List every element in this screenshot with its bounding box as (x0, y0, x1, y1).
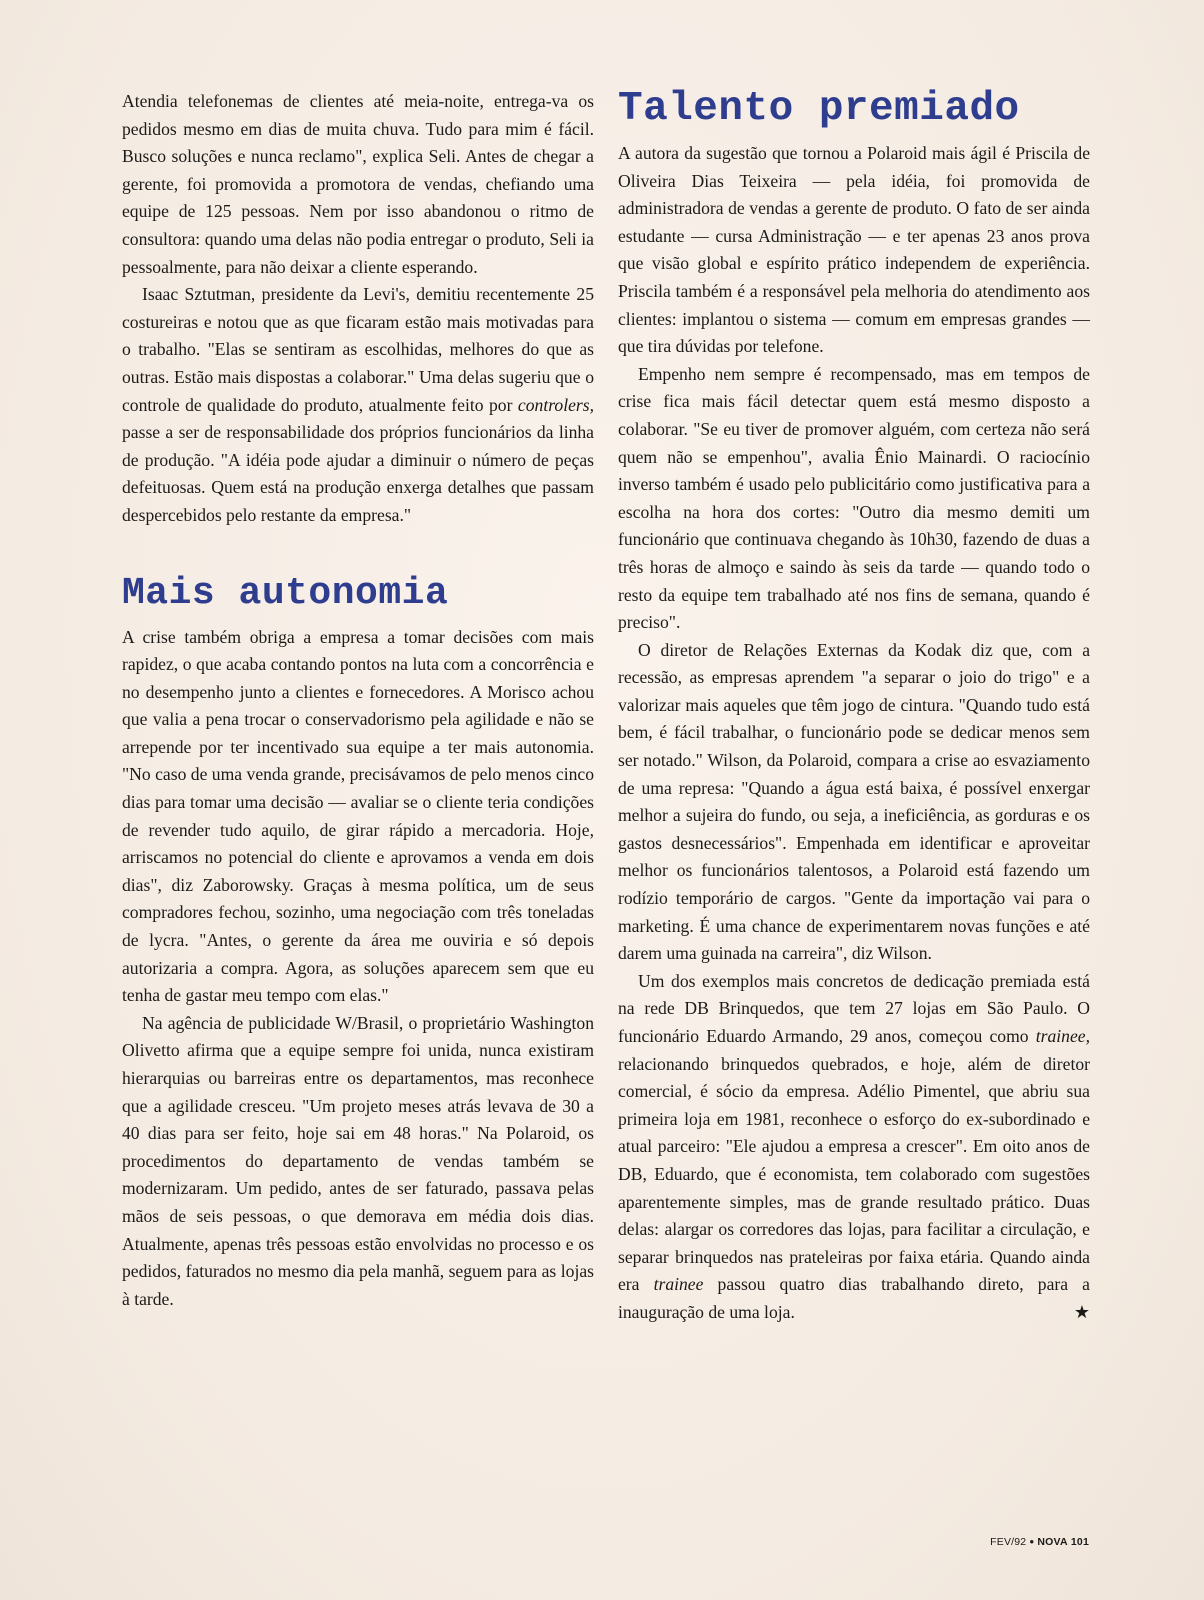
paragraph-text: Isaac Sztutman, presidente da Levi's, demitiu recentemente 25 costureiras e notou que as que ficaram estão mais motivadas para o trabalho. "Elas se sentiram as escolhidas, melhores do que as outras. Estão mais dispostas a colaborar." Uma delas sugeriu que o controle de qualidade do produto, atualmente feito por (122, 284, 594, 415)
italic-term: controlers, (517, 394, 594, 415)
paragraph-text: passe a ser de responsabilidade dos próprios funcionários da linha de produção. "A idéia pode ajudar a diminuir o número de peças defeituosas. Quem está na produção enxerga detalhes que passam despercebidos pelo restante da empresa." (122, 422, 594, 525)
page-footer (990, 1536, 1089, 1548)
left-column (122, 88, 594, 1313)
magazine-name: NOVA (1037, 1536, 1068, 1548)
end-star-icon: ★ (1073, 1301, 1090, 1323)
paragraph-db-brinquedos (618, 968, 1090, 1327)
issue-date: FEV/92 (990, 1536, 1027, 1548)
paragraph-morisco: A crise também obriga a empresa a tomar decisões com mais rapidez, o que acaba contando pontos na luta com a concorrência e no desempenho junto a clientes e fornecedores. A Morisco achou que valia a pena trocar o conservadorismo pela agilidade e não se arrepende por ter incentivado sua equipe a ter mais autonomia. "No caso de uma venda grande, precisávamos de pelo menos cinco dias para tomar uma decisão — avaliar se o cliente teria condições de revender tudo aquilo, de girar rápido a mercadoria. Hoje, arriscamos no potencial do cliente e aprovamos a venda em dois dias", diz Zaborowsky. Graças à mesma política, um de seus compradores fechou, sozinho, uma negociação com três toneladas de lycra. "Antes, o gerente da área me ouviria e só depois autorizaria a compra. Agora, as soluções aparecem sem que eu tenha de gastar meu tempo com elas." (122, 626, 594, 1006)
italic-term: trainee, (1035, 1026, 1090, 1046)
right-column (618, 88, 1090, 1327)
paragraph-priscila: A autora da sugestão que tornou a Polaroid mais ágil é Priscila de Oliveira Dias Teixeira — pela idéia, foi promovida de administradora de vendas a gerente de produto. O fato de ser ainda estudante — cursa Administração — e ter apenas 23 anos prova que visão global e espírito prático independem de experiência. Priscila também é a responsável pela melhoria do atendimento aos clientes: implantou o sistema — comum em empresas grandes — que tira dúvidas por telefone. (618, 143, 1090, 357)
bullet-separator-icon: ● (1029, 1537, 1035, 1546)
paragraph-text: relacionando brinquedos quebrados, e hoje, além de diretor comercial, é sócio da empresa. Adélio Pimentel, que abriu sua primeira loja em 1981, reconhece o esforço do ex-subordinado e atual parceiro: "Ele ajudou a empresa a crescer". Em oito anos de DB, Eduardo, que é economista, tem colaborado com sugestões aparentemente simples, mas de grande resultado prático. Duas delas: alargar os corredores das lojas, para facilitar a circulação, e separar brinquedos nas prateleiras por faixa etária. Quando ainda era (618, 1053, 1090, 1295)
section-heading-mais-autonomia: Mais autonomia (122, 571, 449, 615)
italic-term: trainee (653, 1274, 704, 1295)
section-heading-talento-premiado: Talento premiado (618, 86, 1020, 132)
page-number: 101 (1070, 1536, 1089, 1548)
paragraph-text: Um dos exemplos mais concretos de dedicação premiada está na rede DB Brinquedos, que tem 27 lojas em São Paulo. O funcionário Eduardo Armando, 29 anos, começou como (618, 970, 1090, 1046)
paragraph-kodak: O diretor de Relações Externas da Kodak diz que, com a recessão, as empresas aprendem "a separar o joio do trigo" e a valorizar mais aqueles que têm jogo de cintura. "Quando tudo está bem, é fácil trabalhar, o funcionário pode se dedicar menos sem ser notado." Wilson, da Polaroid, compara a crise ao esvaziamento de uma represa: "Quando a água está baixa, é possível enxergar melhor a sujeira do fundo, ou seja, a ineficiência, as gorduras e os gastos desnecessários". Empenhada em identificar e aproveitar melhor os funcionários talentosos, a Polaroid está fazendo um rodízio temporário de cargos. "Gente da importação vai para o marketing. É uma chance de experimentarem novas funções e até darem uma guinada na carreira", diz Wilson. (618, 639, 1090, 964)
paragraph-levis (122, 281, 594, 529)
paragraph-seli: Atendia telefonemas de clientes até meia-noite, entrega-va os pedidos mesmo em dias de muita chuva. Tudo para mim é fácil. Busco soluções e nunca reclamo", explica Seli. Antes de chegar a gerente, foi promovida a promotora de vendas, chefiando uma equipe de 125 pessoas. Nem por isso abandonou o ritmo de consultora: quando uma delas não podia entregar o produto, Seli ia pessoalmente, para não deixar a cliente esperando. (122, 91, 594, 277)
paragraph-text: passou quatro dias trabalhando direto, para a inauguração de uma loja. (618, 1274, 1090, 1322)
paragraph-wbrasil: Na agência de publicidade W/Brasil, o proprietário Washington Olivetto afirma que a equipe sempre foi unida, nunca existiram hierarquias ou barreiras entre os departamentos, mas reconhece que a agilidade cresceu. "Um projeto meses atrás levava de 30 a 40 dias para ser feito, hoje sai em 48 horas." Na Polaroid, os procedimentos do departamento de vendas também se modernizaram. Um pedido, antes de ser faturado, passava pelas mãos de seis pessoas, o que demorava em média dois dias. Atualmente, apenas três pessoas estão envolvidas no processo e os pedidos, faturados no mesmo dia pela manhã, seguem para as lojas à tarde. (122, 1012, 594, 1309)
paragraph-empenho: Empenho nem sempre é recompensado, mas em tempos de crise fica mais fácil detectar quem está mesmo disposto a colaborar. "Se eu tiver de promover alguém, com certeza não será quem não se empenhou", avalia Ênio Mainardi. O raciocínio inverso também é usado pelo publicitário como justificativa para a escolha na hora dos cortes: "Outro dia mesmo demiti um funcionário que continuava chegando às 10h30, fazendo de duas a três horas de almoço e saindo às seis da tarde — quando todo o resto da equipe tem trabalhado até nos fins de semana, quando é preciso". (618, 363, 1090, 633)
